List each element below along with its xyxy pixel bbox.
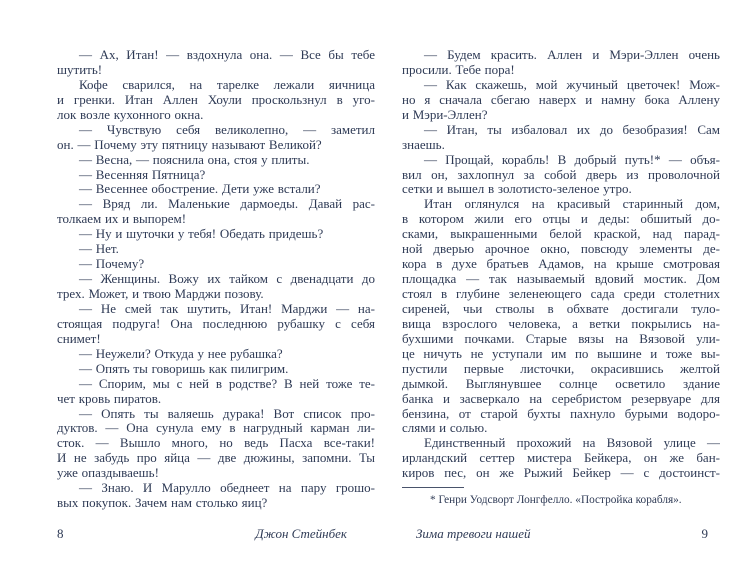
page-number-right: 9: [701, 526, 708, 541]
paragraph: [402, 123, 720, 153]
text-line: он. — Почему эту пятницу называют Великой?: [57, 137, 322, 152]
text-line: — Спорим, мы с ней в родстве? В ней тоже те-: [79, 376, 375, 391]
text-line: бензина, от старой бухты пахнуло бурыми водоро-: [402, 406, 720, 421]
text-line: сиреней, чьи стволы в обхвате достигали туло-: [402, 301, 720, 316]
text-line: знаешь.: [402, 137, 445, 152]
text-line: шутить!: [57, 62, 103, 77]
text-line: ирландский сеттер мистера Бейкера, он же бан-: [402, 451, 720, 466]
page-right-footer: [402, 526, 720, 542]
text-line: стоял в глубине зеленеющего сада среди столетних: [402, 287, 720, 301]
text-line: но я сначала сбегаю наверх и намну бока Аллену: [402, 92, 720, 107]
paragraph: [57, 168, 375, 183]
paragraph: [57, 377, 375, 407]
paragraph: [402, 78, 720, 123]
text-line: — Ну и шуточки у тебя! Обедать придешь?: [79, 227, 324, 242]
text-line: — Весеннее обострение. Дети уже встали?: [79, 182, 321, 197]
paragraph: [57, 257, 375, 272]
text-line: вища взрослого человека, а ветки покрылись на-: [402, 316, 720, 331]
text-line: пустили первые листочки, окрасившись желтой: [402, 361, 720, 376]
text-line: киров пес, он же Рыжий Бейкер — с достоинст-: [402, 466, 720, 481]
paragraph: [57, 123, 375, 153]
text-line: — Женщины. Вожу их тайком с двенадцати до: [79, 272, 375, 287]
paragraph: [57, 347, 375, 362]
text-line: сток. — Вышло много, но ведь Пасха все-таки!: [57, 436, 375, 451]
footnote: * Генри Уодсворт Лонгфелло. «Постройка корабля».: [430, 494, 682, 506]
page-left-footer: [57, 526, 375, 542]
text-line: — Прощай, корабль! В добрый путь!* — объя-: [424, 152, 720, 167]
text-line: — Будем красить. Аллен и Мэри-Эллен очень: [424, 48, 720, 62]
text-line: трех. Может, и твою Марджи позову.: [57, 287, 264, 301]
paragraph: [57, 272, 375, 302]
text-line: — Знаю. И Марулло обеднеет на пару грошо-: [79, 481, 375, 496]
text-line: — Ах, Итан! — вздохнула она. — Все бы тебе: [79, 48, 375, 62]
text-line: просили. Тебе пора!: [402, 62, 515, 77]
running-title-book: Зима тревоги нашей: [416, 526, 531, 541]
paragraph: [402, 436, 720, 481]
text-line: снимет!: [57, 331, 101, 346]
text-line: сками, выкрашенными белой краской, над парад-: [402, 227, 720, 242]
paragraph: [57, 197, 375, 227]
text-line: И не забудь про яйца — две дюжины, запомни. Ты: [57, 451, 375, 466]
text-line: Единственный прохожий на Вязовой улице —: [424, 436, 720, 451]
text-line: чет кровь пиратов.: [57, 391, 162, 406]
text-line: — Чувствую себя великолепно, — заметил: [79, 122, 375, 137]
text-line: ной дверью арочное окно, повсюду элементы де-: [402, 242, 720, 257]
paragraph: [402, 48, 720, 78]
text-line: — Нет.: [79, 242, 119, 257]
text-line: — Неужели? Откуда у нее рубашка?: [79, 346, 283, 361]
paragraph: [57, 242, 375, 257]
text-line: слями и солью.: [402, 421, 488, 436]
text-line: стоящая подруга! Она последнюю рубашку с себя: [57, 316, 375, 331]
page-right-text: [402, 48, 720, 481]
footnote-separator: [402, 487, 464, 488]
text-line: сетки и вышел в золотисто-зеленое утро.: [402, 182, 632, 197]
running-title-author: Джон Стейнбек: [255, 526, 347, 541]
paragraph: [57, 362, 375, 377]
text-line: лок возле кухонного окна.: [57, 107, 204, 122]
text-line: — Не смей так шутить, Итан! Марджи — на-: [79, 301, 375, 316]
text-line: це ничуть не уступали им по вышине и тоже вы-: [402, 346, 720, 361]
text-line: дымкой. Выглянувшее солнце осветило здание: [402, 376, 720, 391]
paragraph: [57, 48, 375, 78]
text-line: — Вряд ли. Маленькие дармоеды. Давай рас-: [79, 197, 375, 212]
text-line: — Итан, ты избаловал их до безобразия! Сам: [424, 122, 720, 137]
text-line: вых покупок. Зачем нам столько яиц?: [57, 496, 268, 511]
page-number-left: 8: [57, 526, 64, 541]
text-line: — Опять ты валяешь дурака! Вот список про-: [79, 406, 375, 421]
paragraph: [57, 78, 375, 123]
text-line: кора в духе братьев Адамов, на крыше смотровая: [402, 257, 720, 272]
text-line: — Опять ты говоришь как пилигрим.: [79, 361, 289, 376]
text-line: Кофе сварился, на тарелке лежали яичница: [79, 77, 375, 92]
text-line: уже опаздываешь!: [57, 466, 159, 481]
paragraph: [57, 481, 375, 511]
paragraph: [57, 227, 375, 242]
text-line: банка и засверкало на серебристом резервуаре для: [402, 391, 720, 406]
paragraph: [57, 153, 375, 168]
text-line: — Почему?: [79, 257, 145, 272]
paragraph: [57, 302, 375, 347]
text-line: — Как скажешь, мой жучиный цветочек! Мож-: [424, 77, 720, 92]
text-line: толкаем их и выпорем!: [57, 212, 187, 227]
text-line: дуктов. — Она сунула ему в нагрудный карман ли-: [57, 421, 375, 436]
text-line: — Весенняя Пятница?: [79, 167, 206, 182]
paragraph: [402, 197, 720, 436]
paragraph: [402, 153, 720, 198]
text-line: площадка — так называемый вдовий мостик. Дом: [402, 272, 720, 287]
text-line: — Весна, — пояснила она, стоя у плиты.: [79, 152, 310, 167]
text-line: и гренки. Итан Аллен Хоули проскользнул в уго-: [57, 92, 375, 107]
text-line: и Мэри-Эллен?: [402, 107, 488, 122]
footnote-block: [402, 487, 720, 507]
text-line: Итан оглянулся на красивый старинный дом,: [424, 197, 720, 212]
page-left-text: [57, 48, 375, 511]
text-line: в котором жили его отцы и деды: обшитый до-: [402, 212, 720, 227]
text-line: вил он, захлопнул за собой дверь из проволочной: [402, 167, 720, 182]
paragraph: [57, 182, 375, 197]
paragraph: [57, 407, 375, 482]
text-line: бухшими почками. Старые вязы на Вязовой ули-: [402, 331, 720, 346]
